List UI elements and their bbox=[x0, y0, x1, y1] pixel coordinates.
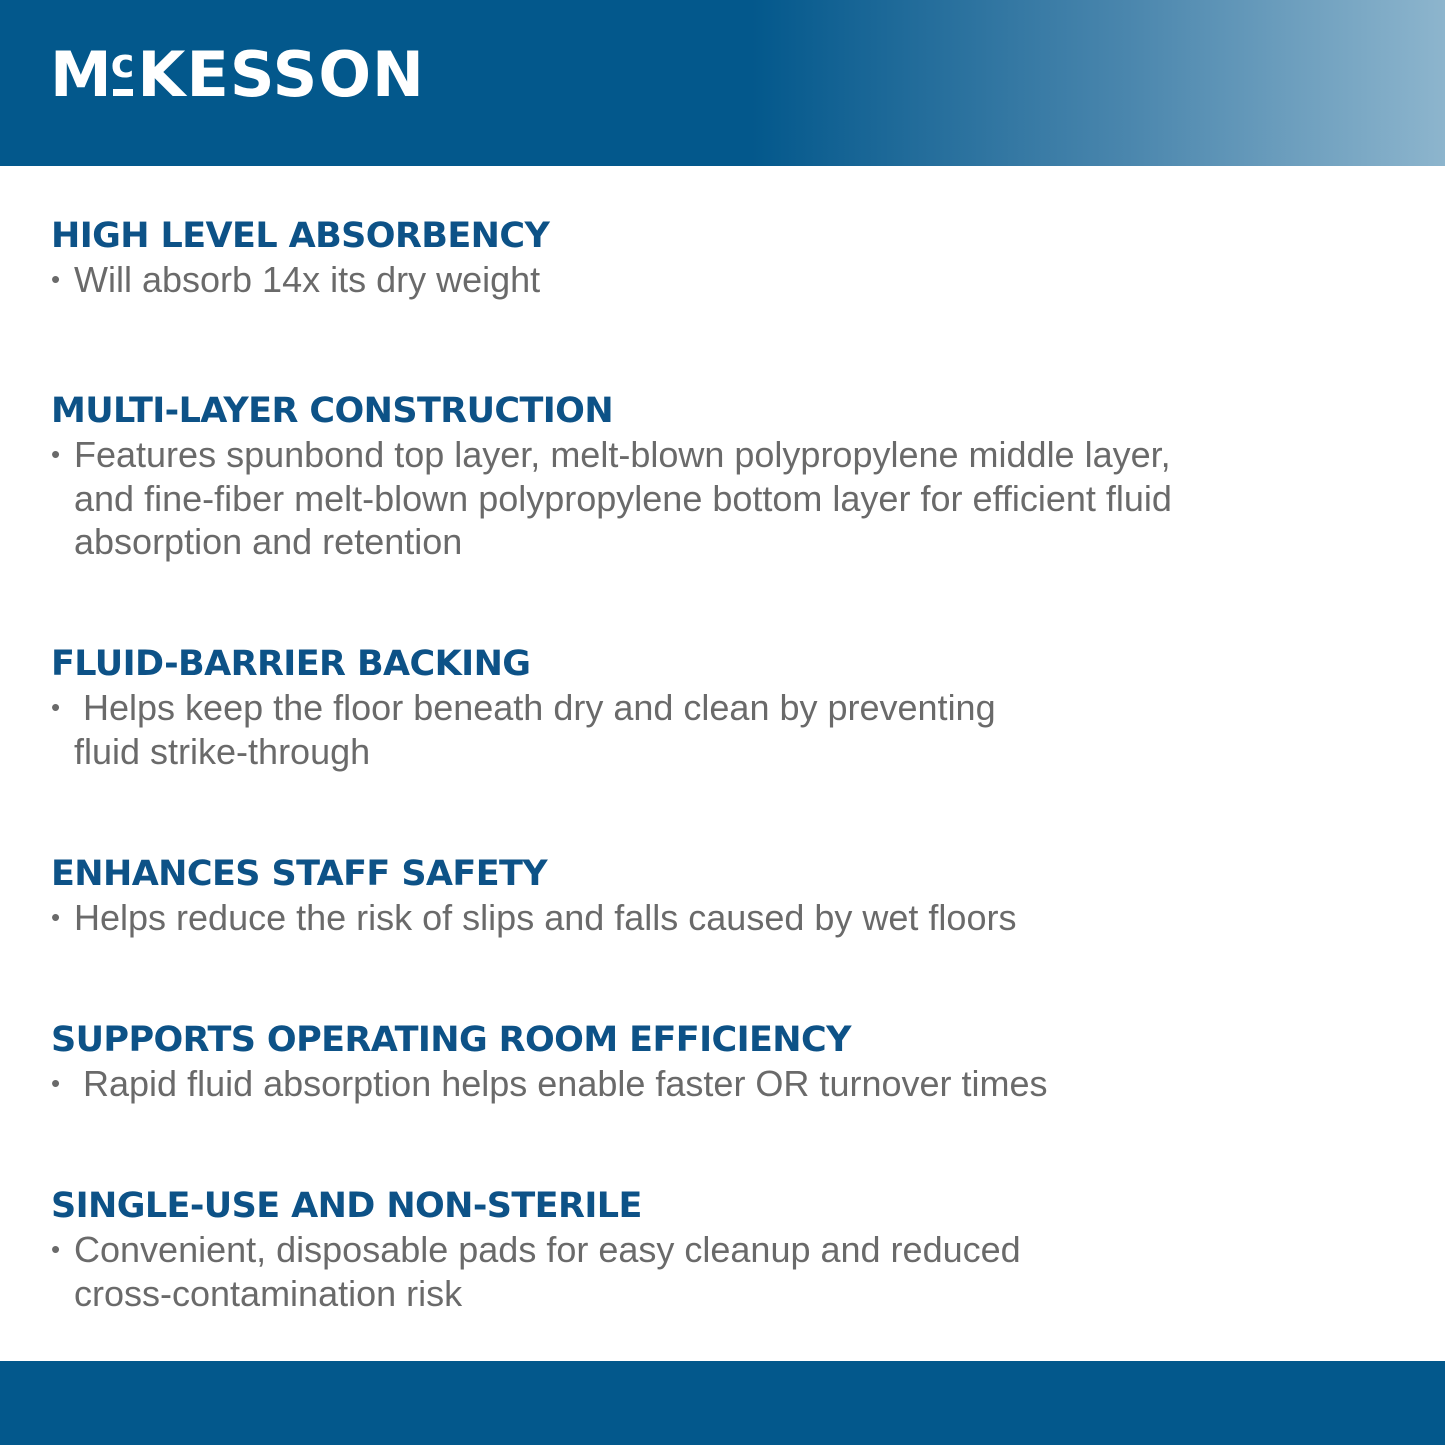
feature-heading: FLUID-BARRIER BACKING bbox=[51, 644, 531, 684]
feature-bullet bbox=[51, 433, 1391, 564]
bullet-text-line: absorption and retention bbox=[74, 521, 463, 562]
feature-single-use-non-sterile bbox=[51, 1184, 1391, 1315]
bullet-text-line: fluid strike-through bbox=[74, 730, 371, 772]
bullet-text-line: Rapid fluid absorption helps enable faster OR turnover times bbox=[83, 1063, 1048, 1104]
header-banner bbox=[0, 0, 1445, 166]
bullet-dot: • bbox=[51, 692, 61, 722]
bullet-text-line: Will absorb 14x its dry weight bbox=[74, 259, 541, 300]
feature-heading: ENHANCES STAFF SAFETY bbox=[51, 854, 548, 894]
feature-bullet bbox=[51, 896, 1391, 940]
bullet-text-line: Helps reduce the risk of slips and falls caused by wet floors bbox=[74, 897, 1017, 938]
feature-enhances-staff-safety bbox=[51, 852, 1391, 940]
feature-heading: HIGH LEVEL ABSORBENCY bbox=[51, 216, 550, 256]
bullet-text-line: cross-contamination risk bbox=[74, 1272, 463, 1314]
bullet-text-line: Features spunbond top layer, melt-blown polypropylene middle layer, bbox=[74, 434, 1171, 475]
bullet-text-line: Helps keep the floor beneath dry and clean by preventing bbox=[83, 687, 996, 728]
bullet-dot: • bbox=[51, 264, 61, 294]
bullet-text-line: and fine-fiber melt-blown polypropylene bottom layer for efficient fluid bbox=[74, 477, 1172, 519]
mckesson-logo: McKESSON bbox=[50, 38, 425, 111]
footer-band bbox=[0, 1361, 1445, 1445]
feature-multi-layer-construction bbox=[51, 389, 1391, 564]
feature-bullet bbox=[51, 1228, 1391, 1315]
feature-supports-or-efficiency bbox=[51, 1018, 1391, 1106]
bullet-dot: • bbox=[51, 1234, 61, 1264]
feature-heading: MULTI-LAYER CONSTRUCTION bbox=[51, 391, 614, 431]
feature-fluid-barrier-backing bbox=[51, 642, 1391, 773]
bullet-dot: • bbox=[51, 439, 61, 469]
feature-heading: SUPPORTS OPERATING ROOM EFFICIENCY bbox=[51, 1020, 851, 1060]
bullet-dot: • bbox=[51, 1068, 61, 1098]
feature-bullet bbox=[51, 258, 1391, 302]
feature-heading: SINGLE-USE AND NON-STERILE bbox=[51, 1186, 642, 1226]
feature-bullet bbox=[51, 1062, 1391, 1106]
feature-bullet bbox=[51, 686, 1391, 773]
bullet-dot: • bbox=[51, 902, 61, 932]
feature-high-level-absorbency bbox=[51, 214, 1391, 302]
bullet-text-line: Convenient, disposable pads for easy cleanup and reduced bbox=[74, 1229, 1021, 1270]
